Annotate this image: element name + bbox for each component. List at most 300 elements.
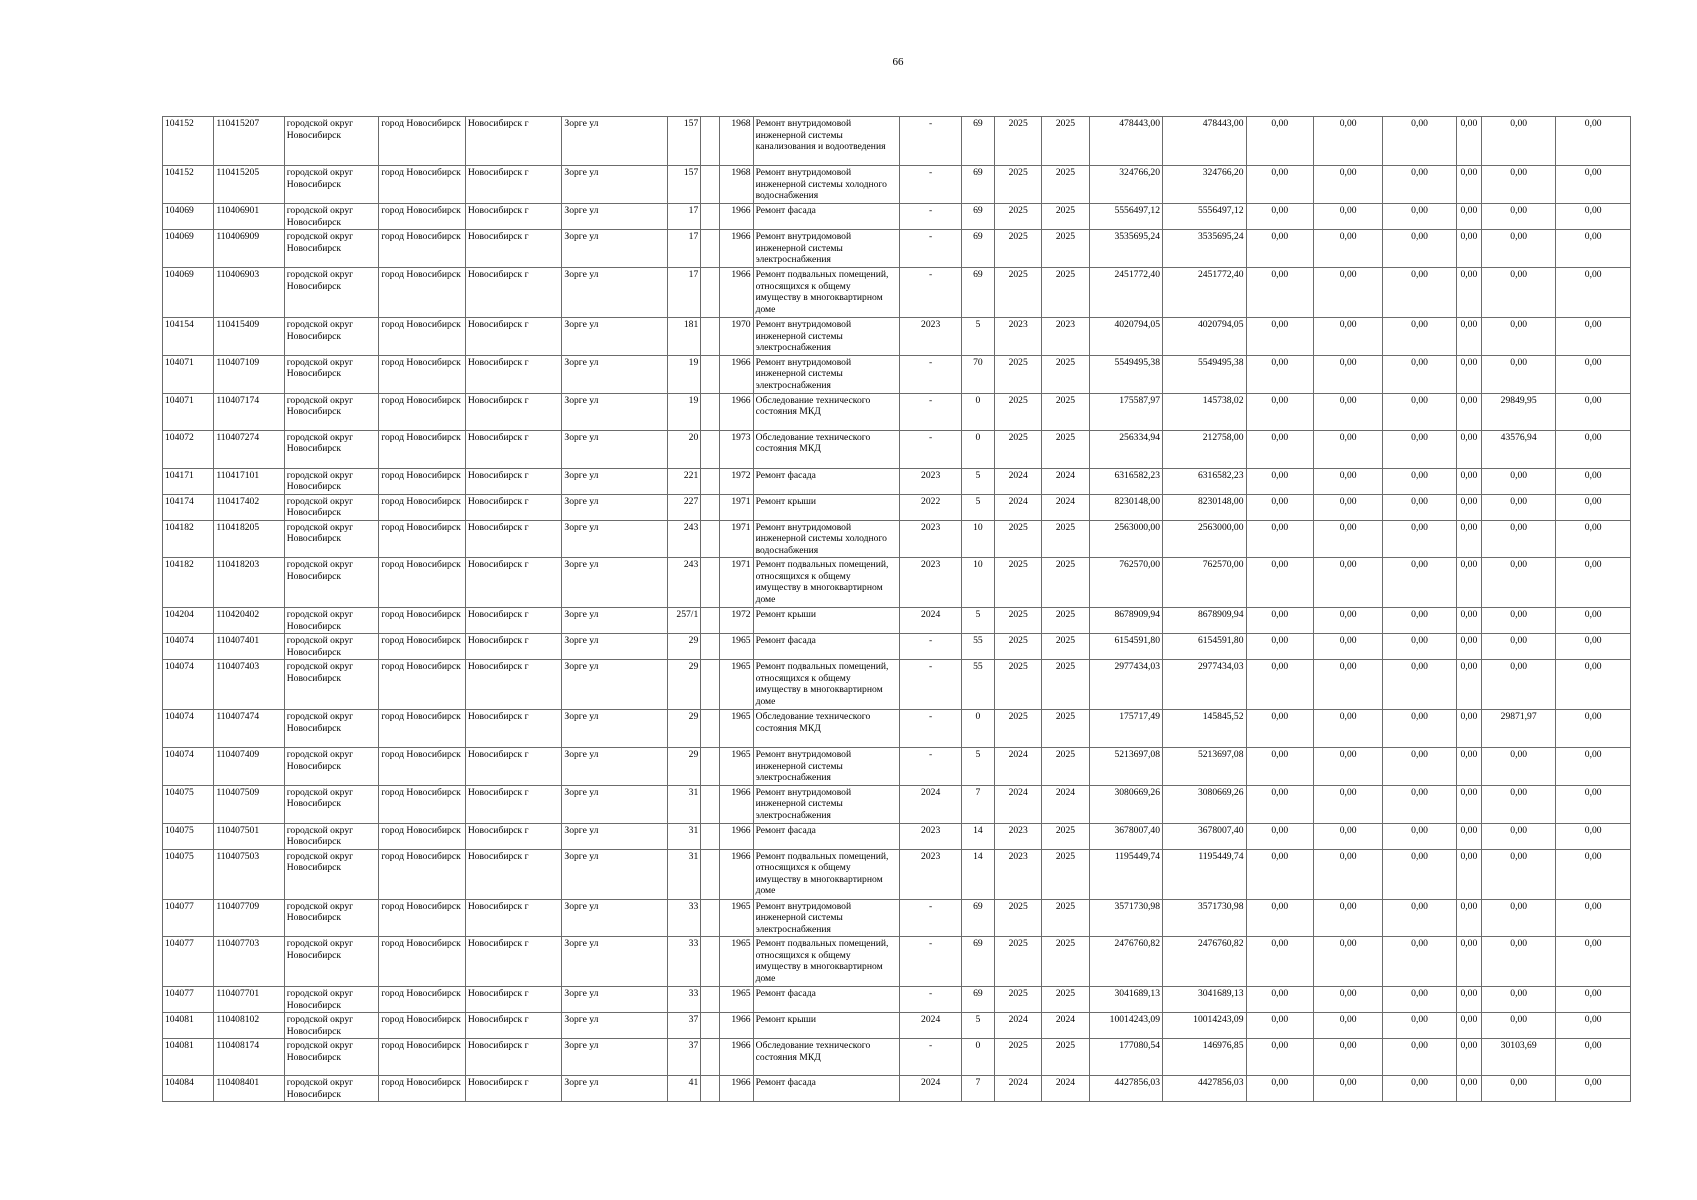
plan-start-year-cell: 2025 — [995, 204, 1042, 230]
other-funds-cell: 0,00 — [1456, 268, 1481, 318]
plan-end-year-cell: 2024 — [1042, 785, 1089, 823]
work-id-cell: 110407501 — [214, 823, 284, 849]
locality-cell: Новосибирск г — [465, 204, 562, 230]
housing-letter-cell — [701, 849, 720, 899]
table-row — [163, 355, 1631, 393]
work-type-cell: Ремонт подвальных помещений, относящихся к общему имуществу в многоквартирном доме — [753, 558, 900, 608]
plan-start-year-cell: 2025 — [995, 355, 1042, 393]
house-number-cell: 33 — [668, 899, 701, 937]
plan-start-year-cell: 2025 — [995, 899, 1042, 937]
fund-cost-cell: 324766,20 — [1163, 166, 1247, 204]
settlement-cell: город Новосибирск — [379, 430, 466, 468]
municipal-district-cell: городской округ Новосибирск — [284, 660, 379, 710]
local-funds-cell: 0,00 — [1383, 468, 1456, 494]
wear-percent-cell: 14 — [961, 823, 994, 849]
house-number-cell: 37 — [668, 1013, 701, 1039]
extra-funds-cell: 0,00 — [1556, 634, 1631, 660]
owner-funds-cell: 0,00 — [1481, 558, 1555, 608]
housing-letter-cell — [701, 710, 720, 748]
work-id-cell: 110408174 — [214, 1039, 284, 1076]
housing-letter-cell — [701, 1039, 720, 1076]
housing-letter-cell — [701, 166, 720, 204]
wear-percent-cell: 10 — [961, 558, 994, 608]
previous-repair-year-cell: - — [900, 166, 961, 204]
extra-funds-cell: 0,00 — [1556, 1039, 1631, 1076]
regional-funds-cell: 0,00 — [1313, 268, 1382, 318]
table-row — [163, 987, 1631, 1013]
work-id-cell: 110415205 — [214, 166, 284, 204]
municipal-district-cell: городской округ Новосибирск — [284, 1013, 379, 1039]
plan-start-year-cell: 2024 — [995, 748, 1042, 786]
plan-start-year-cell: 2025 — [995, 937, 1042, 987]
settlement-cell: город Новосибирск — [379, 117, 466, 166]
table-row — [163, 748, 1631, 786]
other-funds-cell: 0,00 — [1456, 660, 1481, 710]
municipal-district-cell: городской округ Новосибирск — [284, 520, 379, 558]
previous-repair-year-cell: 2023 — [900, 558, 961, 608]
work-id-cell: 110407503 — [214, 849, 284, 899]
municipal-district-cell: городской округ Новосибирск — [284, 166, 379, 204]
table-row — [163, 660, 1631, 710]
work-id-cell: 110407709 — [214, 899, 284, 937]
municipal-district-cell: городской округ Новосибирск — [284, 634, 379, 660]
work-id-cell: 110406901 — [214, 204, 284, 230]
regional-funds-cell: 0,00 — [1313, 117, 1382, 166]
object-id-cell: 104077 — [163, 899, 214, 937]
other-funds-cell: 0,00 — [1456, 430, 1481, 468]
object-id-cell: 104154 — [163, 318, 214, 356]
table-body — [163, 117, 1631, 1102]
street-cell: Зорге ул — [562, 899, 668, 937]
object-id-cell: 104077 — [163, 987, 214, 1013]
locality-cell: Новосибирск г — [465, 166, 562, 204]
wear-percent-cell: 5 — [961, 1013, 994, 1039]
previous-repair-year-cell: - — [900, 117, 961, 166]
work-type-cell: Ремонт подвальных помещений, относящихся к общему имуществу в многоквартирном доме — [753, 660, 900, 710]
municipal-district-cell: городской округ Новосибирск — [284, 823, 379, 849]
regional-funds-cell: 0,00 — [1313, 899, 1382, 937]
extra-funds-cell: 0,00 — [1556, 355, 1631, 393]
street-cell: Зорге ул — [562, 268, 668, 318]
table-row — [163, 318, 1631, 356]
housing-letter-cell — [701, 117, 720, 166]
total-cost-cell: 6316582,23 — [1089, 468, 1162, 494]
plan-start-year-cell: 2024 — [995, 494, 1042, 520]
municipal-district-cell: городской округ Новосибирск — [284, 204, 379, 230]
street-cell: Зорге ул — [562, 230, 668, 268]
fund-cost-cell: 3678007,40 — [1163, 823, 1247, 849]
table-row — [163, 468, 1631, 494]
other-funds-cell: 0,00 — [1456, 785, 1481, 823]
object-id-cell: 104174 — [163, 494, 214, 520]
extra-funds-cell: 0,00 — [1556, 393, 1631, 430]
housing-letter-cell — [701, 785, 720, 823]
capital-repair-table — [162, 116, 1631, 1102]
regional-funds-cell: 0,00 — [1313, 937, 1382, 987]
street-cell: Зорге ул — [562, 660, 668, 710]
settlement-cell: город Новосибирск — [379, 608, 466, 634]
table-row — [163, 520, 1631, 558]
total-cost-cell: 8678909,94 — [1089, 608, 1162, 634]
table-row — [163, 558, 1631, 608]
object-id-cell: 104084 — [163, 1076, 214, 1102]
previous-repair-year-cell: - — [900, 899, 961, 937]
total-cost-cell: 2563000,00 — [1089, 520, 1162, 558]
fund-cost-cell: 6316582,23 — [1163, 468, 1247, 494]
federal-funds-cell: 0,00 — [1246, 1076, 1313, 1102]
wear-percent-cell: 7 — [961, 785, 994, 823]
extra-funds-cell: 0,00 — [1556, 660, 1631, 710]
local-funds-cell: 0,00 — [1383, 430, 1456, 468]
house-number-cell: 17 — [668, 268, 701, 318]
house-number-cell: 31 — [668, 823, 701, 849]
year-built-cell: 1971 — [720, 494, 753, 520]
regional-funds-cell: 0,00 — [1313, 1013, 1382, 1039]
previous-repair-year-cell: 2024 — [900, 608, 961, 634]
year-built-cell: 1965 — [720, 899, 753, 937]
work-type-cell: Ремонт подвальных помещений, относящихся к общему имуществу в многоквартирном доме — [753, 268, 900, 318]
previous-repair-year-cell: 2024 — [900, 1076, 961, 1102]
total-cost-cell: 5556497,12 — [1089, 204, 1162, 230]
plan-end-year-cell: 2025 — [1042, 899, 1089, 937]
federal-funds-cell: 0,00 — [1246, 117, 1313, 166]
owner-funds-cell: 0,00 — [1481, 660, 1555, 710]
regional-funds-cell: 0,00 — [1313, 230, 1382, 268]
settlement-cell: город Новосибирск — [379, 785, 466, 823]
owner-funds-cell: 0,00 — [1481, 468, 1555, 494]
federal-funds-cell: 0,00 — [1246, 355, 1313, 393]
total-cost-cell: 175717,49 — [1089, 710, 1162, 748]
total-cost-cell: 3535695,24 — [1089, 230, 1162, 268]
previous-repair-year-cell: - — [900, 937, 961, 987]
work-type-cell: Ремонт фасада — [753, 987, 900, 1013]
plan-start-year-cell: 2023 — [995, 318, 1042, 356]
local-funds-cell: 0,00 — [1383, 1039, 1456, 1076]
regional-funds-cell: 0,00 — [1313, 520, 1382, 558]
object-id-cell: 104069 — [163, 268, 214, 318]
extra-funds-cell: 0,00 — [1556, 1076, 1631, 1102]
other-funds-cell: 0,00 — [1456, 899, 1481, 937]
house-number-cell: 257/1 — [668, 608, 701, 634]
plan-start-year-cell: 2025 — [995, 117, 1042, 166]
housing-letter-cell — [701, 823, 720, 849]
year-built-cell: 1965 — [720, 937, 753, 987]
work-id-cell: 110407109 — [214, 355, 284, 393]
table-row — [163, 1013, 1631, 1039]
previous-repair-year-cell: 2023 — [900, 468, 961, 494]
housing-letter-cell — [701, 468, 720, 494]
previous-repair-year-cell: - — [900, 634, 961, 660]
other-funds-cell: 0,00 — [1456, 748, 1481, 786]
year-built-cell: 1966 — [720, 1013, 753, 1039]
wear-percent-cell: 0 — [961, 710, 994, 748]
locality-cell: Новосибирск г — [465, 1039, 562, 1076]
federal-funds-cell: 0,00 — [1246, 230, 1313, 268]
object-id-cell: 104074 — [163, 748, 214, 786]
extra-funds-cell: 0,00 — [1556, 268, 1631, 318]
other-funds-cell: 0,00 — [1456, 634, 1481, 660]
regional-funds-cell: 0,00 — [1313, 710, 1382, 748]
federal-funds-cell: 0,00 — [1246, 318, 1313, 356]
wear-percent-cell: 70 — [961, 355, 994, 393]
house-number-cell: 33 — [668, 987, 701, 1013]
fund-cost-cell: 2451772,40 — [1163, 268, 1247, 318]
extra-funds-cell: 0,00 — [1556, 608, 1631, 634]
regional-funds-cell: 0,00 — [1313, 468, 1382, 494]
plan-end-year-cell: 2025 — [1042, 634, 1089, 660]
locality-cell: Новосибирск г — [465, 608, 562, 634]
year-built-cell: 1968 — [720, 117, 753, 166]
extra-funds-cell: 0,00 — [1556, 1013, 1631, 1039]
work-id-cell: 110407409 — [214, 748, 284, 786]
local-funds-cell: 0,00 — [1383, 117, 1456, 166]
settlement-cell: город Новосибирск — [379, 318, 466, 356]
other-funds-cell: 0,00 — [1456, 823, 1481, 849]
other-funds-cell: 0,00 — [1456, 468, 1481, 494]
locality-cell: Новосибирск г — [465, 268, 562, 318]
federal-funds-cell: 0,00 — [1246, 937, 1313, 987]
settlement-cell: город Новосибирск — [379, 166, 466, 204]
object-id-cell: 104182 — [163, 558, 214, 608]
federal-funds-cell: 0,00 — [1246, 494, 1313, 520]
object-id-cell: 104152 — [163, 117, 214, 166]
local-funds-cell: 0,00 — [1383, 634, 1456, 660]
house-number-cell: 221 — [668, 468, 701, 494]
street-cell: Зорге ул — [562, 937, 668, 987]
local-funds-cell: 0,00 — [1383, 748, 1456, 786]
work-id-cell: 110407401 — [214, 634, 284, 660]
plan-start-year-cell: 2025 — [995, 634, 1042, 660]
federal-funds-cell: 0,00 — [1246, 608, 1313, 634]
municipal-district-cell: городской округ Новосибирск — [284, 117, 379, 166]
other-funds-cell: 0,00 — [1456, 987, 1481, 1013]
work-type-cell: Ремонт подвальных помещений, относящихся к общему имуществу в многоквартирном доме — [753, 849, 900, 899]
federal-funds-cell: 0,00 — [1246, 748, 1313, 786]
work-type-cell: Обследование технического состояния МКД — [753, 393, 900, 430]
object-id-cell: 104075 — [163, 823, 214, 849]
wear-percent-cell: 55 — [961, 660, 994, 710]
fund-cost-cell: 3080669,26 — [1163, 785, 1247, 823]
previous-repair-year-cell: - — [900, 204, 961, 230]
extra-funds-cell: 0,00 — [1556, 430, 1631, 468]
regional-funds-cell: 0,00 — [1313, 355, 1382, 393]
housing-letter-cell — [701, 608, 720, 634]
municipal-district-cell: городской округ Новосибирск — [284, 355, 379, 393]
municipal-district-cell: городской округ Новосибирск — [284, 987, 379, 1013]
owner-funds-cell: 0,00 — [1481, 823, 1555, 849]
year-built-cell: 1968 — [720, 166, 753, 204]
previous-repair-year-cell: 2023 — [900, 520, 961, 558]
work-id-cell: 110418205 — [214, 520, 284, 558]
fund-cost-cell: 6154591,80 — [1163, 634, 1247, 660]
locality-cell: Новосибирск г — [465, 1076, 562, 1102]
local-funds-cell: 0,00 — [1383, 660, 1456, 710]
table-row — [163, 823, 1631, 849]
total-cost-cell: 2451772,40 — [1089, 268, 1162, 318]
regional-funds-cell: 0,00 — [1313, 987, 1382, 1013]
object-id-cell: 104071 — [163, 355, 214, 393]
wear-percent-cell: 69 — [961, 230, 994, 268]
plan-end-year-cell: 2025 — [1042, 748, 1089, 786]
regional-funds-cell: 0,00 — [1313, 166, 1382, 204]
object-id-cell: 104069 — [163, 230, 214, 268]
total-cost-cell: 3571730,98 — [1089, 899, 1162, 937]
object-id-cell: 104074 — [163, 710, 214, 748]
table-row — [163, 937, 1631, 987]
local-funds-cell: 0,00 — [1383, 558, 1456, 608]
housing-letter-cell — [701, 937, 720, 987]
previous-repair-year-cell: 2022 — [900, 494, 961, 520]
wear-percent-cell: 5 — [961, 494, 994, 520]
other-funds-cell: 0,00 — [1456, 1039, 1481, 1076]
federal-funds-cell: 0,00 — [1246, 468, 1313, 494]
federal-funds-cell: 0,00 — [1246, 430, 1313, 468]
federal-funds-cell: 0,00 — [1246, 1013, 1313, 1039]
total-cost-cell: 324766,20 — [1089, 166, 1162, 204]
regional-funds-cell: 0,00 — [1313, 608, 1382, 634]
municipal-district-cell: городской округ Новосибирск — [284, 468, 379, 494]
work-id-cell: 110407274 — [214, 430, 284, 468]
locality-cell: Новосибирск г — [465, 937, 562, 987]
municipal-district-cell: городской округ Новосибирск — [284, 608, 379, 634]
settlement-cell: город Новосибирск — [379, 748, 466, 786]
municipal-district-cell: городской округ Новосибирск — [284, 494, 379, 520]
housing-letter-cell — [701, 230, 720, 268]
settlement-cell: город Новосибирск — [379, 1013, 466, 1039]
year-built-cell: 1972 — [720, 608, 753, 634]
regional-funds-cell: 0,00 — [1313, 558, 1382, 608]
local-funds-cell: 0,00 — [1383, 710, 1456, 748]
house-number-cell: 29 — [668, 660, 701, 710]
fund-cost-cell: 2476760,82 — [1163, 937, 1247, 987]
object-id-cell: 104077 — [163, 937, 214, 987]
previous-repair-year-cell: - — [900, 230, 961, 268]
total-cost-cell: 4020794,05 — [1089, 318, 1162, 356]
owner-funds-cell: 0,00 — [1481, 1076, 1555, 1102]
table-row — [163, 1039, 1631, 1076]
municipal-district-cell: городской округ Новосибирск — [284, 785, 379, 823]
local-funds-cell: 0,00 — [1383, 987, 1456, 1013]
local-funds-cell: 0,00 — [1383, 1076, 1456, 1102]
municipal-district-cell: городской округ Новосибирск — [284, 318, 379, 356]
housing-letter-cell — [701, 355, 720, 393]
work-id-cell: 110407703 — [214, 937, 284, 987]
house-number-cell: 157 — [668, 166, 701, 204]
table-row — [163, 785, 1631, 823]
owner-funds-cell: 0,00 — [1481, 166, 1555, 204]
work-id-cell: 110418203 — [214, 558, 284, 608]
work-type-cell: Ремонт фасада — [753, 823, 900, 849]
year-built-cell: 1971 — [720, 558, 753, 608]
street-cell: Зорге ул — [562, 634, 668, 660]
plan-start-year-cell: 2025 — [995, 710, 1042, 748]
plan-end-year-cell: 2024 — [1042, 1076, 1089, 1102]
plan-start-year-cell: 2025 — [995, 987, 1042, 1013]
owner-funds-cell: 0,00 — [1481, 268, 1555, 318]
fund-cost-cell: 5549495,38 — [1163, 355, 1247, 393]
other-funds-cell: 0,00 — [1456, 558, 1481, 608]
municipal-district-cell: городской округ Новосибирск — [284, 1076, 379, 1102]
housing-letter-cell — [701, 268, 720, 318]
object-id-cell: 104071 — [163, 393, 214, 430]
settlement-cell: город Новосибирск — [379, 468, 466, 494]
fund-cost-cell: 3041689,13 — [1163, 987, 1247, 1013]
street-cell: Зорге ул — [562, 710, 668, 748]
work-id-cell: 110408102 — [214, 1013, 284, 1039]
street-cell: Зорге ул — [562, 355, 668, 393]
house-number-cell: 29 — [668, 710, 701, 748]
previous-repair-year-cell: - — [900, 430, 961, 468]
locality-cell: Новосибирск г — [465, 430, 562, 468]
house-number-cell: 33 — [668, 937, 701, 987]
object-id-cell: 104075 — [163, 785, 214, 823]
municipal-district-cell: городской округ Новосибирск — [284, 899, 379, 937]
table-row — [163, 430, 1631, 468]
street-cell: Зорге ул — [562, 1013, 668, 1039]
object-id-cell: 104072 — [163, 430, 214, 468]
housing-letter-cell — [701, 987, 720, 1013]
federal-funds-cell: 0,00 — [1246, 558, 1313, 608]
fund-cost-cell: 212758,00 — [1163, 430, 1247, 468]
year-built-cell: 1973 — [720, 430, 753, 468]
wear-percent-cell: 0 — [961, 1039, 994, 1076]
object-id-cell: 104081 — [163, 1039, 214, 1076]
year-built-cell: 1965 — [720, 634, 753, 660]
municipal-district-cell: городской округ Новосибирск — [284, 393, 379, 430]
house-number-cell: 19 — [668, 355, 701, 393]
table-row — [163, 204, 1631, 230]
other-funds-cell: 0,00 — [1456, 355, 1481, 393]
local-funds-cell: 0,00 — [1383, 204, 1456, 230]
wear-percent-cell: 0 — [961, 393, 994, 430]
house-number-cell: 157 — [668, 117, 701, 166]
other-funds-cell: 0,00 — [1456, 937, 1481, 987]
house-number-cell: 31 — [668, 785, 701, 823]
fund-cost-cell: 2563000,00 — [1163, 520, 1247, 558]
wear-percent-cell: 5 — [961, 318, 994, 356]
plan-end-year-cell: 2025 — [1042, 520, 1089, 558]
fund-cost-cell: 145738,02 — [1163, 393, 1247, 430]
street-cell: Зорге ул — [562, 468, 668, 494]
regional-funds-cell: 0,00 — [1313, 393, 1382, 430]
extra-funds-cell: 0,00 — [1556, 987, 1631, 1013]
street-cell: Зорге ул — [562, 393, 668, 430]
plan-start-year-cell: 2025 — [995, 558, 1042, 608]
plan-start-year-cell: 2025 — [995, 393, 1042, 430]
federal-funds-cell: 0,00 — [1246, 823, 1313, 849]
total-cost-cell: 762570,00 — [1089, 558, 1162, 608]
table-row — [163, 393, 1631, 430]
plan-end-year-cell: 2025 — [1042, 660, 1089, 710]
housing-letter-cell — [701, 899, 720, 937]
plan-end-year-cell: 2025 — [1042, 823, 1089, 849]
settlement-cell: город Новосибирск — [379, 899, 466, 937]
fund-cost-cell: 762570,00 — [1163, 558, 1247, 608]
fund-cost-cell: 5556497,12 — [1163, 204, 1247, 230]
total-cost-cell: 5549495,38 — [1089, 355, 1162, 393]
previous-repair-year-cell: - — [900, 660, 961, 710]
locality-cell: Новосибирск г — [465, 748, 562, 786]
total-cost-cell: 478443,00 — [1089, 117, 1162, 166]
plan-start-year-cell: 2024 — [995, 785, 1042, 823]
locality-cell: Новосибирск г — [465, 494, 562, 520]
work-type-cell: Ремонт внутридомовой инженерной системы канализования и водоотведения — [753, 117, 900, 166]
extra-funds-cell: 0,00 — [1556, 785, 1631, 823]
wear-percent-cell: 7 — [961, 1076, 994, 1102]
total-cost-cell: 175587,97 — [1089, 393, 1162, 430]
housing-letter-cell — [701, 494, 720, 520]
other-funds-cell: 0,00 — [1456, 117, 1481, 166]
